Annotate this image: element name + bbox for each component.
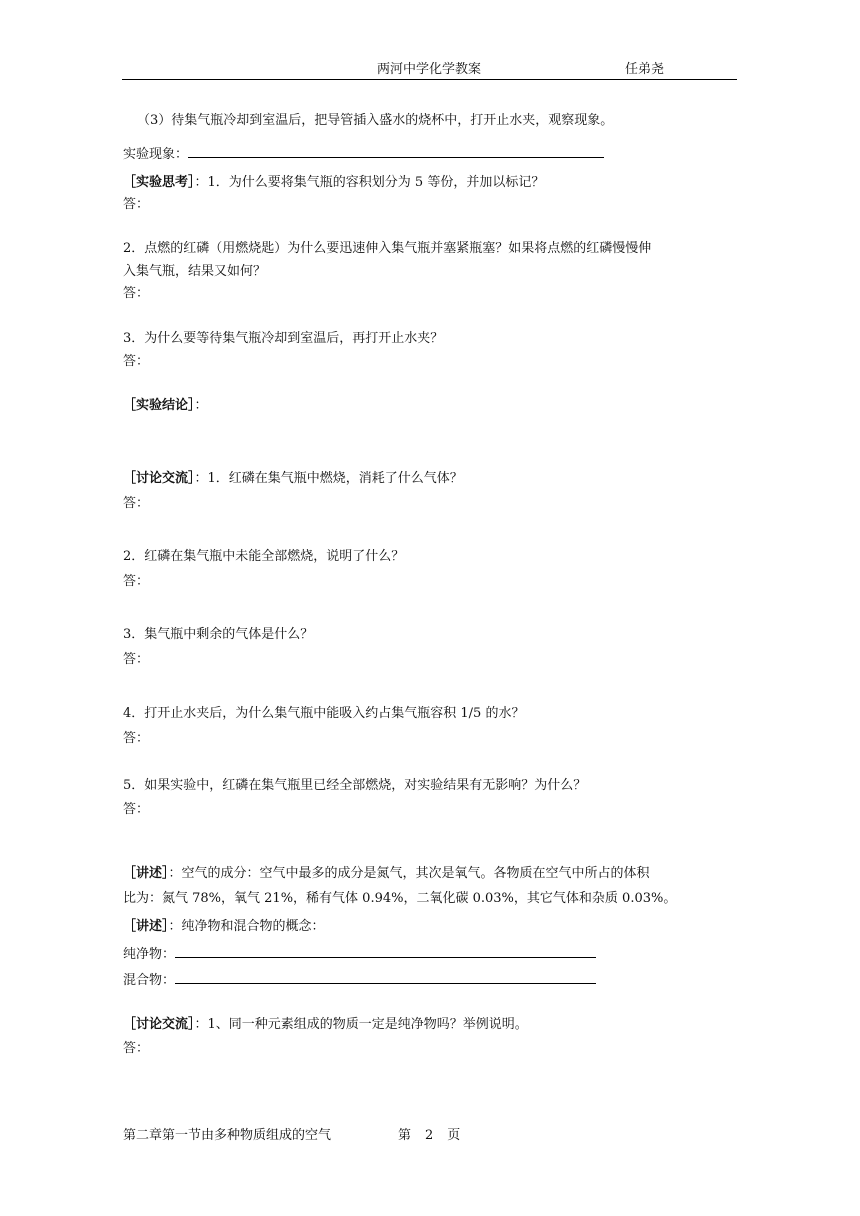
pure-row (123, 945, 596, 963)
answer-label: 答： (123, 802, 150, 817)
think-tag: ［实验思考］ (123, 175, 195, 190)
footer-page-number: 2 (425, 1128, 434, 1143)
discuss-q2: 2．红磷在集气瓶中未能全部燃烧，说明了什么？ (123, 549, 405, 564)
lecture1-tag: ［讲述］ (123, 866, 169, 881)
answer-label: 答： (123, 197, 150, 212)
answer-label: 答： (123, 286, 150, 301)
pure-blank[interactable] (175, 945, 596, 958)
conclusion-row (123, 398, 208, 414)
think-q1-text: ：1．为什么要将集气瓶的容积划分为 5 等份，并加以标记？ (194, 175, 545, 190)
observation-label: 实验现象： (123, 147, 189, 162)
header-rule (122, 79, 737, 80)
think-q2-line1: 2．点燃的红磷（用燃烧匙）为什么要迅速伸入集气瓶并塞紧瓶塞？如果将点燃的红磷慢慢伸 (123, 241, 652, 256)
observation-row (123, 145, 604, 163)
lecture2-line (123, 919, 325, 935)
answer-label: 答： (123, 731, 150, 746)
discuss-q5: 5．如果实验中，红磷在集气瓶里已经全部燃烧，对实验结果有无影响？为什么？ (123, 778, 587, 793)
observation-blank[interactable] (188, 145, 604, 158)
footer-page-prefix: 第 (398, 1128, 412, 1143)
step-3-text: （3）待集气瓶冷却到室温后，把导管插入盛水的烧杯中，打开止水夹，观察现象。 (137, 113, 614, 128)
footer-chapter: 第二章第一节由多种物质组成的空气 (123, 1128, 332, 1143)
discuss2-tag: ［讨论交流］ (123, 1017, 195, 1032)
discuss2-q1 (123, 1017, 528, 1033)
header-author: 任弟尧 (625, 62, 665, 77)
pure-label: 纯净物： (123, 947, 176, 962)
discuss-q3: 3．集气瓶中剩余的气体是什么？ (123, 627, 314, 642)
discuss2-q1-text: ：1、同一种元素组成的物质一定是纯净物吗？举例说明。 (194, 1017, 528, 1032)
discuss-q1 (123, 471, 463, 487)
discuss-q4: 4．打开止水夹后，为什么集气瓶中能吸入约占集气瓶容积 1/5 的水？ (123, 706, 525, 721)
think-q3: 3．为什么要等待集气瓶冷却到室温后，再打开止水夹？ (123, 331, 444, 346)
mixture-blank[interactable] (175, 971, 596, 984)
lecture1-line1 (123, 866, 650, 882)
answer-label: 答： (123, 652, 150, 667)
answer-label: 答： (123, 574, 150, 589)
think-q1 (123, 175, 544, 191)
answer-label: 答： (123, 354, 150, 369)
discuss-q1-text: ：1．红磷在集气瓶中燃烧，消耗了什么气体？ (194, 471, 463, 486)
footer-page-suffix: 页 (447, 1128, 461, 1143)
conclusion-colon: ： (194, 398, 208, 413)
header-title: 两河中学化学教案 (377, 62, 482, 77)
conclusion-tag: ［实验结论］ (123, 398, 195, 413)
lecture2-tag: ［讲述］ (123, 919, 169, 934)
discuss-tag: ［讨论交流］ (123, 471, 195, 486)
lecture2-text: ：纯净物和混合物的概念： (168, 919, 325, 934)
answer-label: 答： (123, 1041, 150, 1056)
mixture-row (123, 971, 596, 989)
lecture1-line2: 比为：氮气 78%，氧气 21%，稀有气体 0.94%，二氧化碳 0.03%，其它气体和杂质 0.03%。 (123, 891, 677, 906)
think-q2-line2: 入集气瓶，结果又如何？ (123, 264, 267, 279)
lecture1-text: ：空气的成分：空气中最多的成分是氮气，其次是氧气。各物质在空气中所占的体积 (168, 866, 650, 881)
answer-label: 答： (123, 496, 150, 511)
mixture-label: 混合物： (123, 973, 176, 988)
footer-page (398, 1128, 460, 1144)
